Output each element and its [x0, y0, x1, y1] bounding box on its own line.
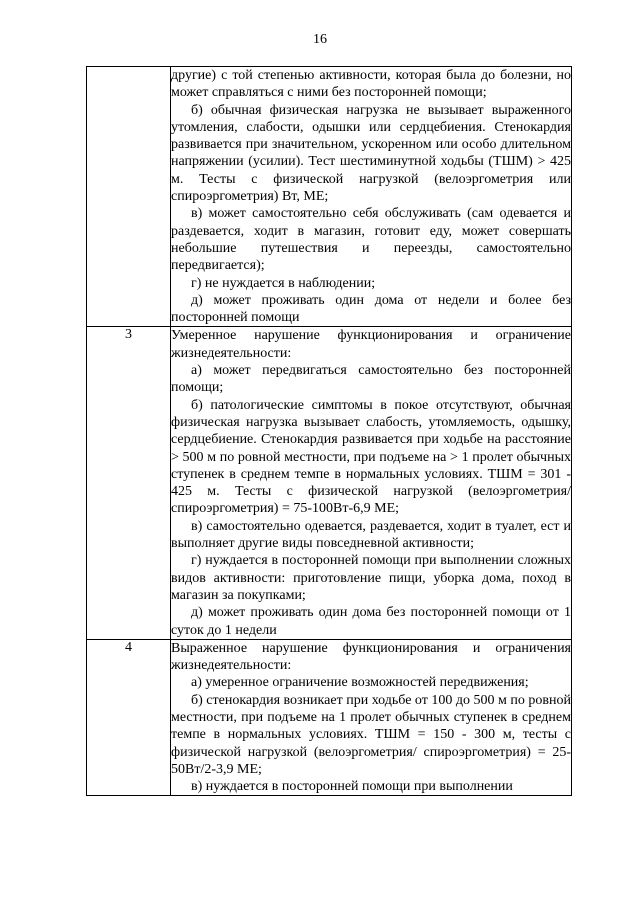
paragraph: другие) с той степенью активности, которая была до болезни, но может справляться с ними без посторонней помощи;: [171, 68, 571, 101]
paragraph: а) может передвигаться самостоятельно без посторонней помощи;: [171, 363, 571, 396]
paragraph: г) нуждается в посторонней помощи при выполнении сложных видов активности: приготовление пищи, уборка дома, поход в магазин за покупками;: [171, 553, 571, 603]
paragraph: б) обычная физическая нагрузка не вызывает выраженного утомления, слабости, одышки или сердцебиения. Стенокардия развивается при значительном, ускоренном или особо длительном напряжении (усилии). Тест шестиминутной ходьбы (ТШМ) > 425 м. Тесты с физической нагрузкой (велоэргометрия или спироэргометрия) Вт, МЕ;: [171, 102, 571, 205]
paragraph: г) не нуждается в наблюдении;: [191, 275, 376, 291]
row-number: 4: [87, 639, 171, 796]
paragraph: д) может проживать один дома без посторонней помощи от 1 суток до 1 недели: [171, 605, 571, 638]
paragraph: в) может самостоятельно себя обслуживать (сам одевается и раздевается, ходит в магазин, готовит еду, может совершать небольшие путешествия и переезды, самостоятельно передвигается);: [171, 206, 571, 274]
paragraph: а) умеренное ограничение возможностей передвижения;: [191, 675, 529, 691]
table-row: [87, 327, 572, 639]
paragraph: б) стенокардия возникает при ходьбе от 100 до 500 м по ровной местности, при подъеме на 1 пролет обычных ступенек в среднем темпе в нормальных условиях. ТШМ = 150 - 300 м, тесты с физической нагрузкой (велоэргометрия/ спироэргометрия) = 25-50Вт/2-3,9 МЕ;: [171, 692, 571, 777]
row-description: [171, 67, 572, 327]
table-row: [87, 67, 572, 327]
row-number: 3: [87, 327, 171, 639]
row-description: [171, 327, 572, 639]
paragraph: в) нуждается в посторонней помощи при выполнении: [191, 779, 513, 795]
table-row: [87, 639, 572, 796]
paragraph: б) патологические симптомы в покое отсутствуют, обычная физическая нагрузка вызывает слабость, утомляемость, одышку, сердцебиение. Стенокардия развивается при ходьбе на расстояние > 500 м по ровной местности, при подъеме на > 1 пролет обычных ступенек в среднем темпе в нормальных условиях. ТШМ = 301 - 425 м. Тесты с физической нагрузкой (велоэргометрия/ спироэргометрия) = 75-100Вт-6,9 МЕ;: [171, 397, 571, 517]
paragraph: Умеренное нарушение функционирования и ограничение жизнедеятельности:: [171, 328, 571, 361]
paragraph: д) может проживать один дома от недели и более без посторонней помощи: [171, 292, 571, 326]
paragraph: в) самостоятельно одевается, раздевается, ходит в туалет, ест и выполняет другие виды повседневной активности;: [171, 518, 571, 552]
page-number: 16: [313, 32, 327, 47]
row-description: [171, 639, 572, 796]
criteria-table: [86, 66, 572, 796]
paragraph: Выраженное нарушение функционирования и ограничения жизнедеятельности:: [171, 640, 571, 674]
row-number: [87, 67, 171, 327]
